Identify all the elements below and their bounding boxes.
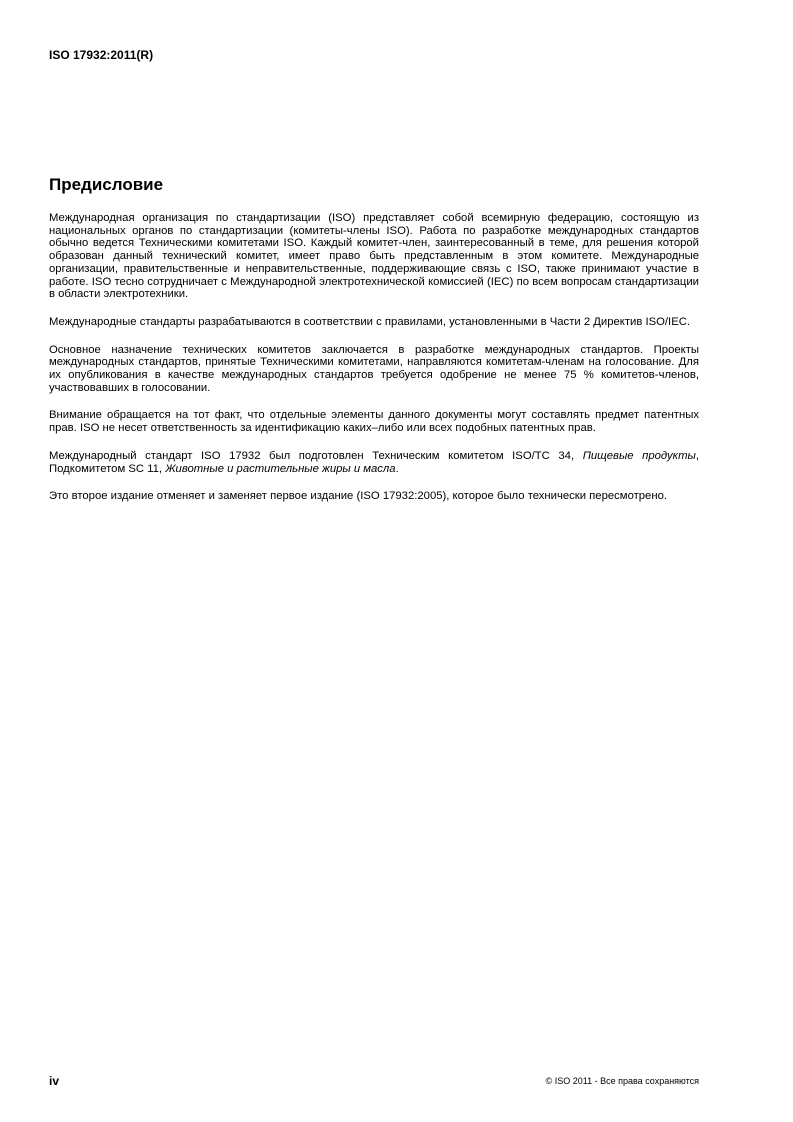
preparation-text-2: , Подкомитетом SC 11,	[49, 449, 699, 475]
foreword-body	[49, 212, 699, 518]
paragraph-edition-note: Это второе издание отменяет и заменяет первое издание (ISO 17932:2005), которое было технически пересмотрено.	[49, 490, 668, 503]
paragraph-preparation	[49, 450, 699, 475]
paragraph-patent-notice: Внимание обращается на тот факт, что отдельные элементы данного документы могут составлять предмет патентных прав. ISO не несет ответственность за идентификацию каких–либо или всех подобных патентных прав.	[49, 409, 699, 435]
subcommittee-name: Животные и растительные жиры и масла	[165, 462, 396, 475]
preparation-text-1: Международный стандарт ISO 17932 был подготовлен Техническим комитетом ISO/TC 34,	[49, 449, 583, 462]
paragraph-directives: Международные стандарты разрабатываются в соответствии с правилами, установленными в Части 2 Директив ISO/IEC.	[49, 315, 691, 328]
section-title: Предисловие	[49, 175, 164, 194]
committee-name: Пищевые продукты	[582, 449, 696, 462]
document-identifier: ISO 17932:2011(R)	[49, 48, 154, 62]
preparation-text-3: .	[395, 462, 399, 475]
page-number: iv	[49, 1074, 60, 1088]
paragraph-committee-task: Основное назначение технических комитетов заключается в разработке международных стандартов. Проекты международных стандартов, принятые Техническими комитетами, направляются комитетам-членам на голосование. Для их опубликования в качестве международных стандартов требуется одобрение не менее 75 % комитетов-членов, участвовавших в голосовании.	[49, 343, 699, 394]
paragraph-iso-overview: Международная организация по стандартизации (ISO) представляет собой всемирную федерацию, состоящую из национальных органов по стандартизации (комитеты-члены ISO). Работа по разработке международных стандартов обычно ведется Техническими комитетами ISO. Каждый комитет-член, заинтересованный в теме, для решения которой образован данный технический комитет, имеет право быть представленным в этом комитете. Международные организации, правительственные и неправительственные, поддерживающие связь с ISO, также принимают участие в работе. ISO тесно сотрудничает с Международной электротехнической комиссией (IEC) по всем вопросам стандартизации в области электротехники.	[49, 212, 699, 301]
copyright-notice: © ISO 2011 - Все права сохраняются	[545, 1076, 699, 1086]
